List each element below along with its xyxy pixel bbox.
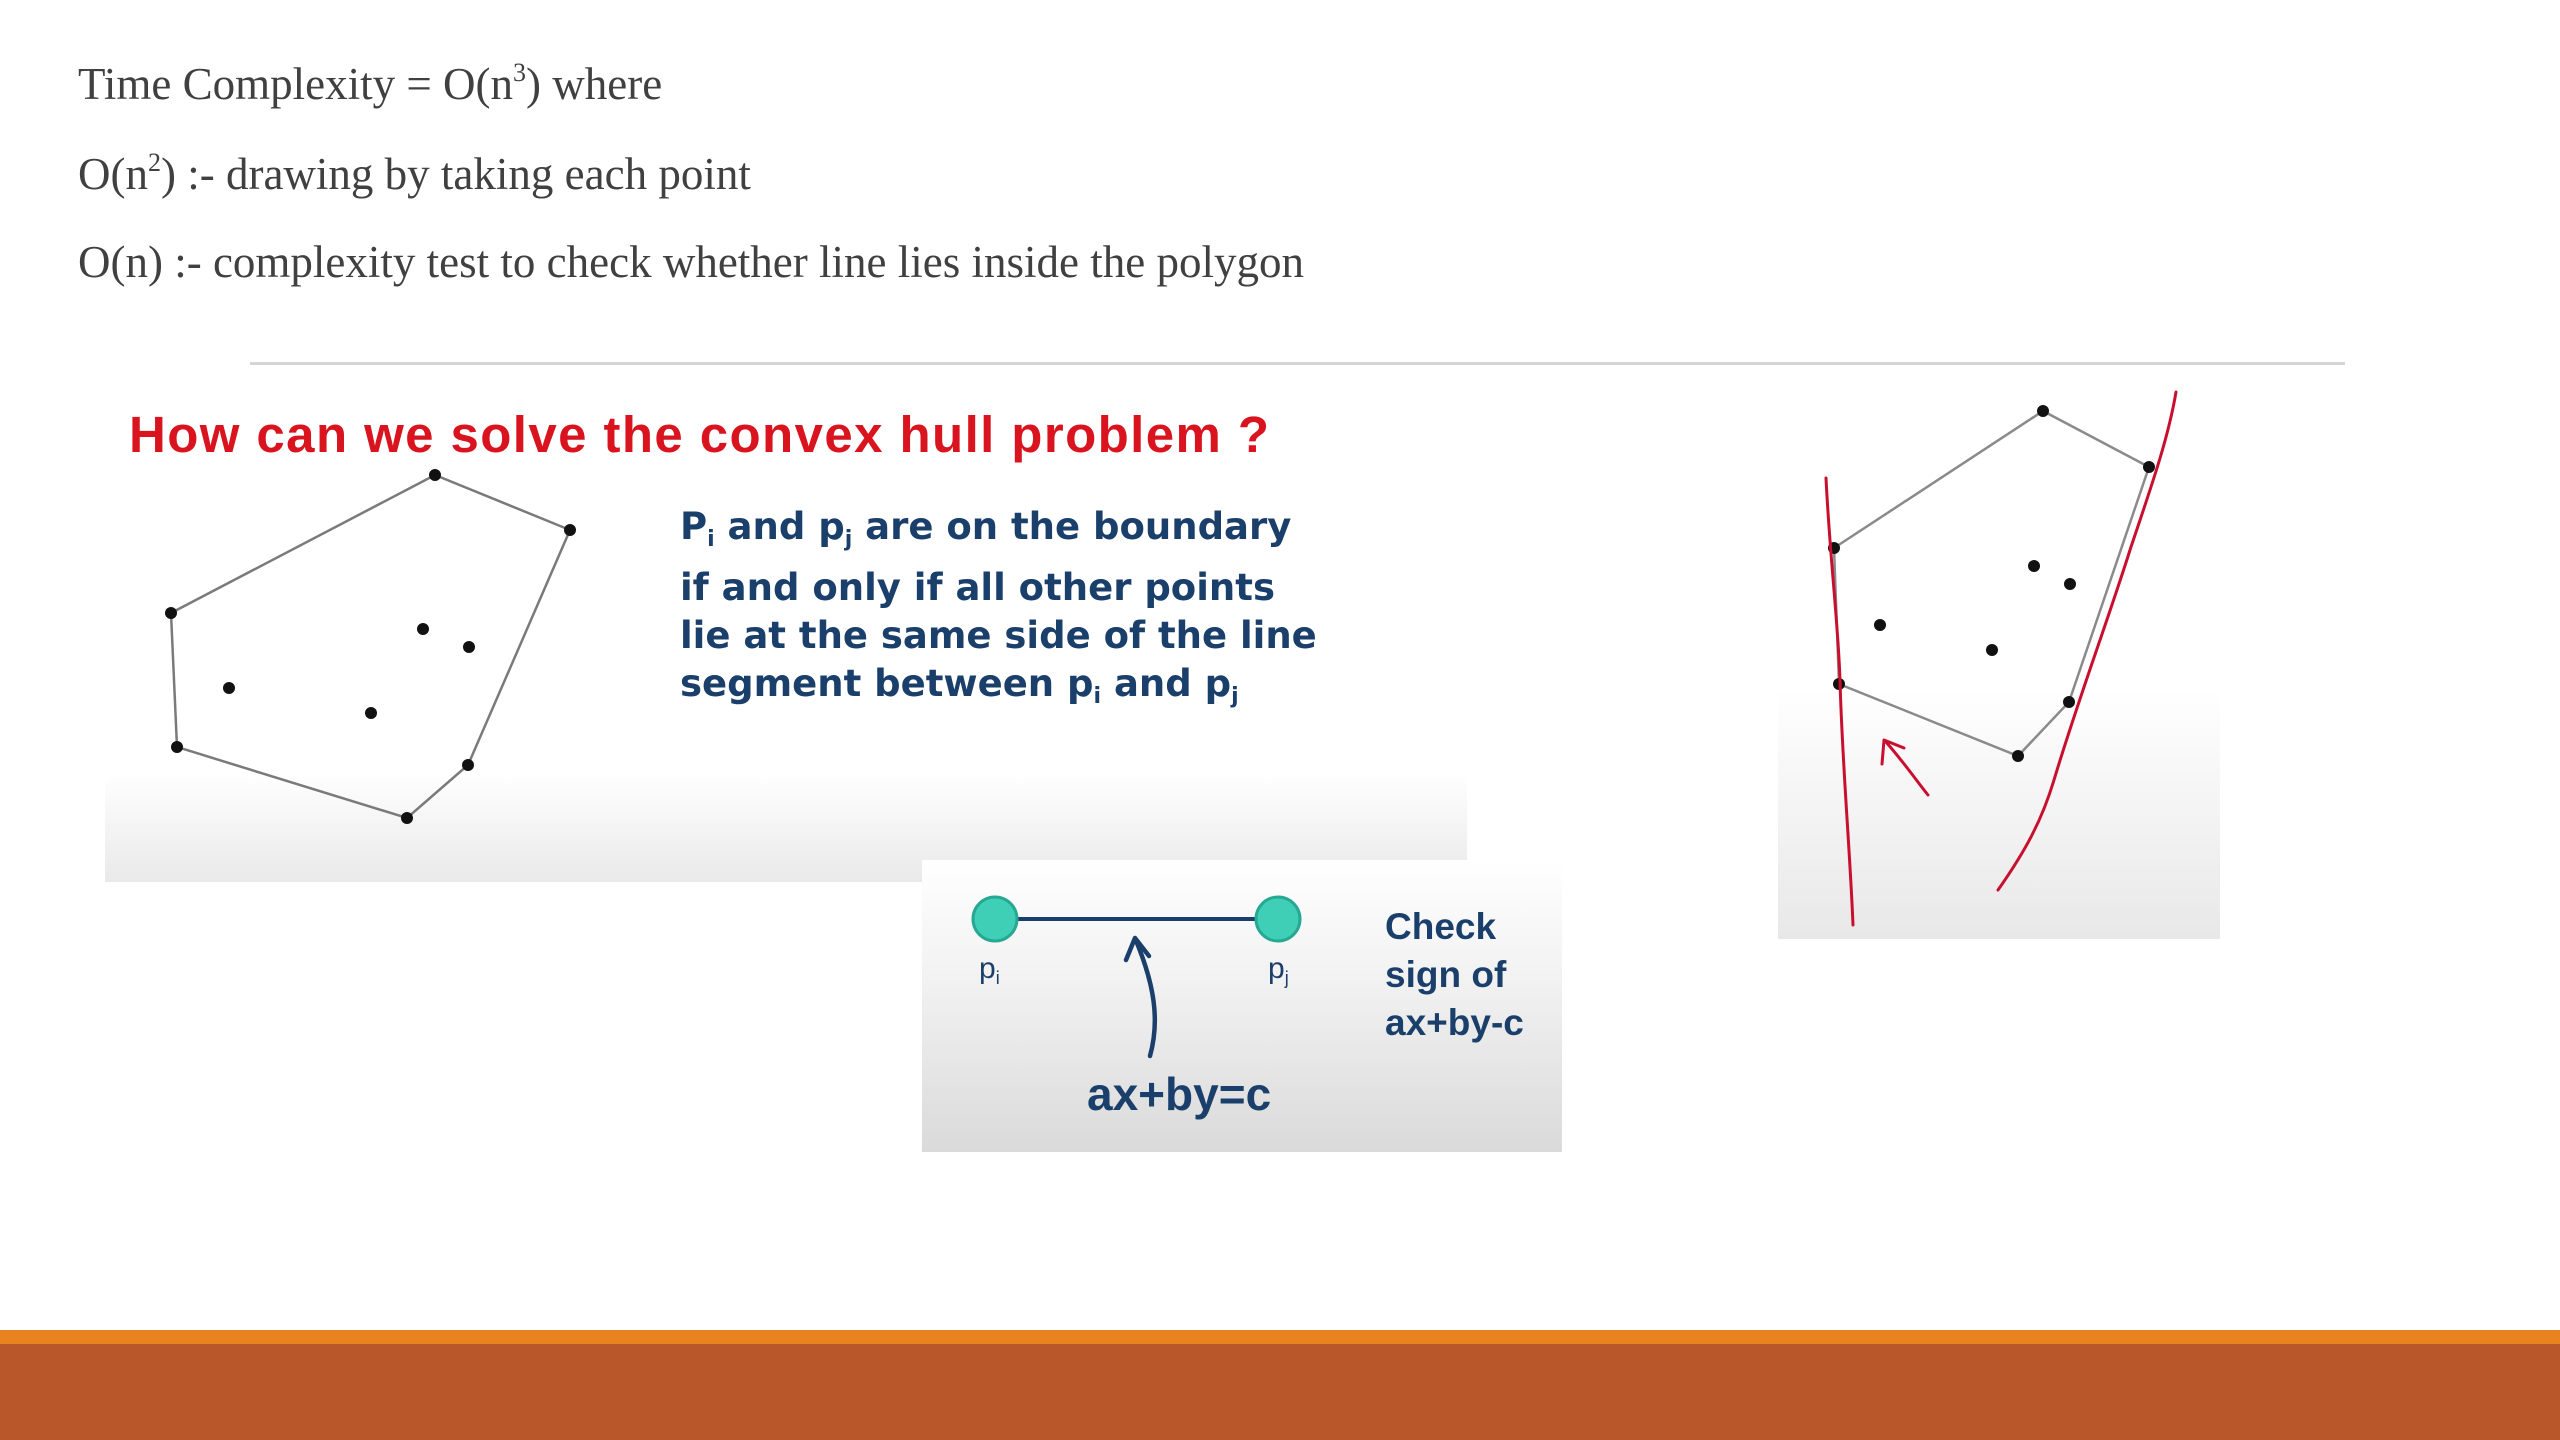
statement-line-1: $P_i$ and $p_j$ are on the boundary bbox=[680, 505, 1292, 552]
hull-polygon bbox=[171, 475, 570, 818]
interior-point bbox=[365, 707, 377, 719]
sign-check-panel bbox=[922, 860, 1562, 1152]
hull-vertex bbox=[429, 469, 441, 481]
red-annotation-arrow bbox=[1882, 740, 1928, 795]
point-pj bbox=[1256, 897, 1300, 941]
pj-label: $p_j$ bbox=[1268, 952, 1289, 988]
boundary-statement bbox=[680, 503, 1317, 721]
hull-vertex bbox=[401, 812, 413, 824]
interior-point bbox=[223, 682, 235, 694]
pointer-arrow bbox=[1137, 943, 1155, 1056]
check-sign-text: Check sign of ax+by-c bbox=[1385, 906, 1524, 1043]
n-line: O(n) :- complexity test to check whether line lies inside the polygon bbox=[78, 237, 1304, 287]
statement-line-4: segment between $p_i$ and $p_j$ bbox=[680, 662, 1239, 709]
interior-point bbox=[2028, 560, 2040, 572]
convex-hull-question-panel bbox=[105, 385, 1467, 882]
annotated-hull-polygon bbox=[1834, 411, 2149, 756]
footer-accent-stripe bbox=[0, 1330, 2560, 1344]
hull-vertex bbox=[2143, 461, 2155, 473]
hull-vertex bbox=[2012, 750, 2024, 762]
time-complexity-line: Time Complexity = $O(n^3)$ where bbox=[78, 58, 663, 109]
hull-vertex bbox=[2037, 405, 2049, 417]
n-squared-line: $O(n^2)$ :- drawing by taking each point bbox=[78, 148, 751, 199]
interior-point bbox=[1874, 619, 1886, 631]
divider-line bbox=[250, 362, 2345, 365]
statement-line-2: if and only if all other points bbox=[680, 566, 1275, 609]
hull-vertex bbox=[462, 759, 474, 771]
hull-vertex bbox=[165, 607, 177, 619]
complexity-text bbox=[78, 60, 1304, 330]
convex-hull-question: How can we solve the convex hull problem ? bbox=[129, 406, 1271, 463]
interior-point bbox=[1986, 644, 1998, 656]
hull-vertex bbox=[2063, 696, 2075, 708]
hull-vertex bbox=[564, 524, 576, 536]
annotated-hull-panel bbox=[1778, 380, 2220, 939]
annotated-hull-diagram bbox=[1778, 380, 2220, 939]
pi-label: $p_i$ bbox=[979, 952, 1000, 988]
point-pi bbox=[973, 897, 1017, 941]
hull-vertex bbox=[171, 741, 183, 753]
statement-line-3: lie at the same side of the line bbox=[680, 614, 1317, 657]
interior-point bbox=[2064, 578, 2076, 590]
interior-point bbox=[463, 641, 475, 653]
footer-bar bbox=[0, 1344, 2560, 1440]
line-equation: ax+by=c bbox=[1087, 1068, 1272, 1120]
interior-point bbox=[417, 623, 429, 635]
